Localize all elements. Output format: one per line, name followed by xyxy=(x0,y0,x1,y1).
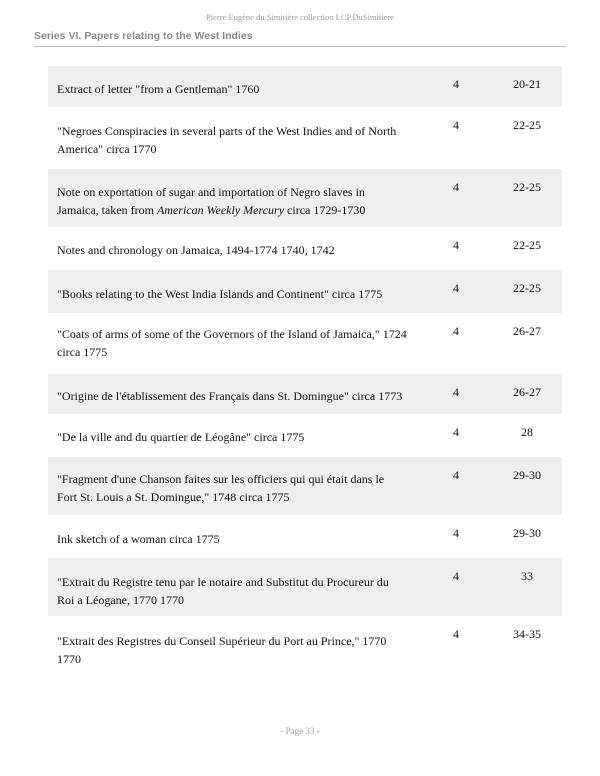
row-box-number: 4 xyxy=(453,324,459,338)
table-row xyxy=(48,169,562,227)
table-row xyxy=(48,515,562,558)
row-folder-number: 22-25 xyxy=(513,180,541,194)
series-title: Series VI. Papers relating to the West Indies xyxy=(34,30,253,42)
row-box-number: 4 xyxy=(453,238,459,252)
row-description: "Negroes Conspiracies in several parts of the West Indies and of North America" circa 1770 xyxy=(57,124,397,156)
row-folder-number: 29-30 xyxy=(513,526,541,540)
folder-list-table xyxy=(48,66,562,666)
running-header: Pierre Eugène du Simitière collection LCP.DuSimitiere xyxy=(206,12,394,22)
row-description: "De la ville and du quartier de Léogâne" circa 1775 xyxy=(57,430,305,444)
row-box-number: 4 xyxy=(453,281,459,295)
header-rule xyxy=(34,46,566,47)
row-description: Extract of letter "from a Gentleman" 1760 xyxy=(57,82,260,96)
row-box-number: 4 xyxy=(453,118,459,132)
row-folder-number: 26-27 xyxy=(513,324,541,338)
row-box-number: 4 xyxy=(453,385,459,399)
row-box-number: 4 xyxy=(453,425,459,439)
row-description: "Books relating to the West India Islands and Continent" circa 1775 xyxy=(57,287,383,301)
row-box-number: 4 xyxy=(453,526,459,540)
table-row xyxy=(48,107,562,169)
table-row xyxy=(48,616,562,666)
row-description: Ink sketch of a woman circa 1775 xyxy=(57,532,220,546)
row-box-number: 4 xyxy=(453,180,459,194)
table-row xyxy=(48,270,562,313)
row-folder-number: 28 xyxy=(521,425,533,439)
row-folder-number: 20-21 xyxy=(513,77,541,91)
row-description: "Fragment d'une Chanson faites sur les officiers qui qui était dans le Fort St. Louis a St. Domingue," 1748 circa 1775 xyxy=(57,472,385,504)
row-description: "Origine de l'établissement des Français dans St. Domingue" circa 1773 xyxy=(57,389,403,403)
row-description-date: circa 1729-1730 xyxy=(284,203,366,217)
table-row xyxy=(48,66,562,107)
row-folder-number: 22-25 xyxy=(513,281,541,295)
row-description: Notes and chronology on Jamaica, 1494-1774 1740, 1742 xyxy=(57,243,335,257)
page-number: - Page 33 - xyxy=(280,726,320,736)
row-description: "Extrait du Registre tenu par le notaire and Substitut du Procureur du Roi a Léogane, 1770 1770 xyxy=(57,575,389,607)
row-description-title: American Weekly Mercury xyxy=(156,203,285,217)
row-box-number: 4 xyxy=(453,569,459,583)
row-folder-number: 34-35 xyxy=(513,627,541,641)
row-description xyxy=(57,183,407,219)
row-folder-number: 22-25 xyxy=(513,238,541,252)
row-folder-number: 33 xyxy=(521,569,533,583)
row-folder-number: 22-25 xyxy=(513,118,541,132)
table-row xyxy=(48,313,562,374)
table-row xyxy=(48,457,562,515)
row-description-text: Note on exportation of sugar and importation of Negro slaves in Jamaica, taken from xyxy=(57,185,365,217)
table-row xyxy=(48,558,562,616)
row-folder-number: 29-30 xyxy=(513,468,541,482)
row-box-number: 4 xyxy=(453,77,459,91)
row-description: "Coats of arms of some of the Governors of the Island of Jamaica," 1724 circa 1775 xyxy=(57,327,407,359)
table-row xyxy=(48,414,562,457)
row-description: "Extrait des Registres du Conseil Supérieur du Port au Prince," 1770 1770 xyxy=(57,634,387,666)
row-box-number: 4 xyxy=(453,627,459,641)
table-row xyxy=(48,227,562,270)
row-box-number: 4 xyxy=(453,468,459,482)
row-folder-number: 26-27 xyxy=(513,385,541,399)
table-row xyxy=(48,374,562,414)
